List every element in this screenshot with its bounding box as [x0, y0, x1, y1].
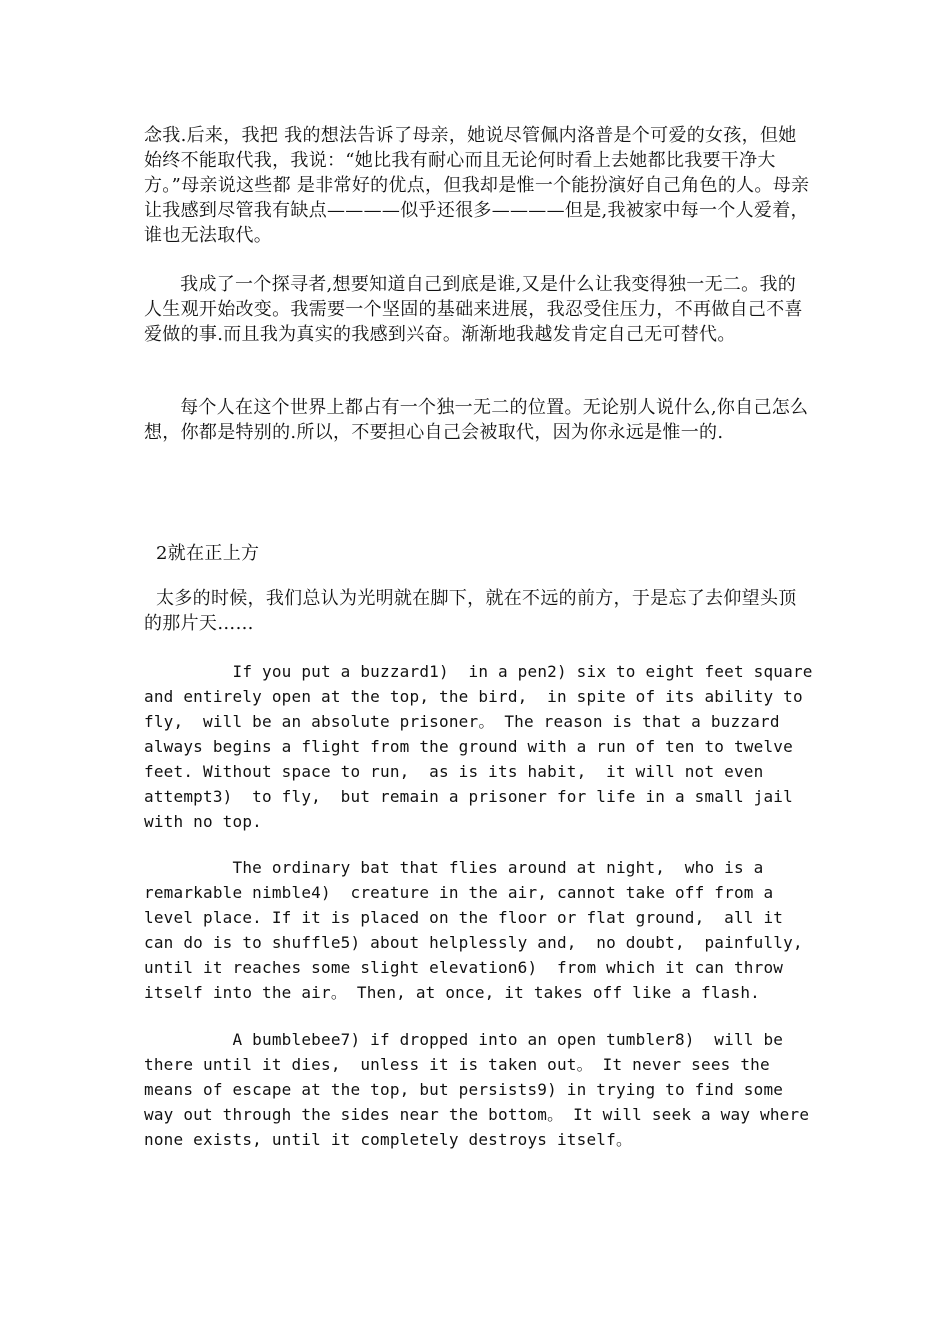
- paragraph-cn-1: 念我.后来，我把 我的想法告诉了母亲，她说尽管佩内洛普是个可爱的女孩，但她始终不能取代我，我说：“她比我有耐心而且无论何时看上去她都比我要干净大方。”母亲说这些都 是非常好的优点，但我却是惟一个能扮演好自己角色的人。母亲让我感到尽管我有缺点————似乎还很多————但是,我被家中每一个人爱着，谁也无法取代。: [144, 125, 810, 246]
- paragraph-cn-3: 每个人在这个世界上都占有一个独一无二的位置。无论别人说什么,你自己怎么想，你都是特别的.所以，不要担心自己会被取代，因为你永远是惟一的.: [144, 397, 809, 443]
- paragraph-cn-2: 我成了一个探寻者,想要知道自己到底是谁,又是什么让我变得独一无二。我的人生观开始改变。我需要一个坚固的基础来进展，我忍受住压力，不再做自己不喜爱做的事.而且我为真实的我感到兴奋。渐渐地我越发肯定自己无可替代。: [144, 274, 803, 345]
- paragraph-en-3: A bumblebee7) if dropped into an open tumbler8) will be there until it dies, unless it is taken out。 It never sees the means of escape at the top, but persists9) in trying to find some way out through the sides near the bottom。 It will seek a way where none exists, until it completely destroys itself。: [144, 1030, 820, 1149]
- section-intro: 太多的时候，我们总认为光明就在脚下，就在不远的前方，于是忘了去仰望头顶的那片天……: [144, 588, 797, 634]
- paragraph-en-2: The ordinary bat that flies around at night, who is a remarkable nimble4) creature in the air, cannot take off from a level place. If it is placed on the floor or flat ground, all it can do is to shuffle5) about helplessly and, no doubt, painfully, until it reaches some slight elevation6) from which it can throw itself into the air。 Then, at once, it takes off like a flash.: [144, 858, 823, 1002]
- paragraph-en-1: If you put a buzzard1) in a pen2) six to eight feet square and entirely open at the top, the bird, in spite of its ability to fly, will be an absolute prisoner。 The reason is that a buzzard always begins a flight from the ground with a run of ten to twelve feet. Without space to run, as is its habit, it will not even attempt3) to fly, but remain a prisoner for life in a small jail with no top.: [144, 662, 823, 831]
- section-heading: 2就在正上方: [144, 543, 260, 564]
